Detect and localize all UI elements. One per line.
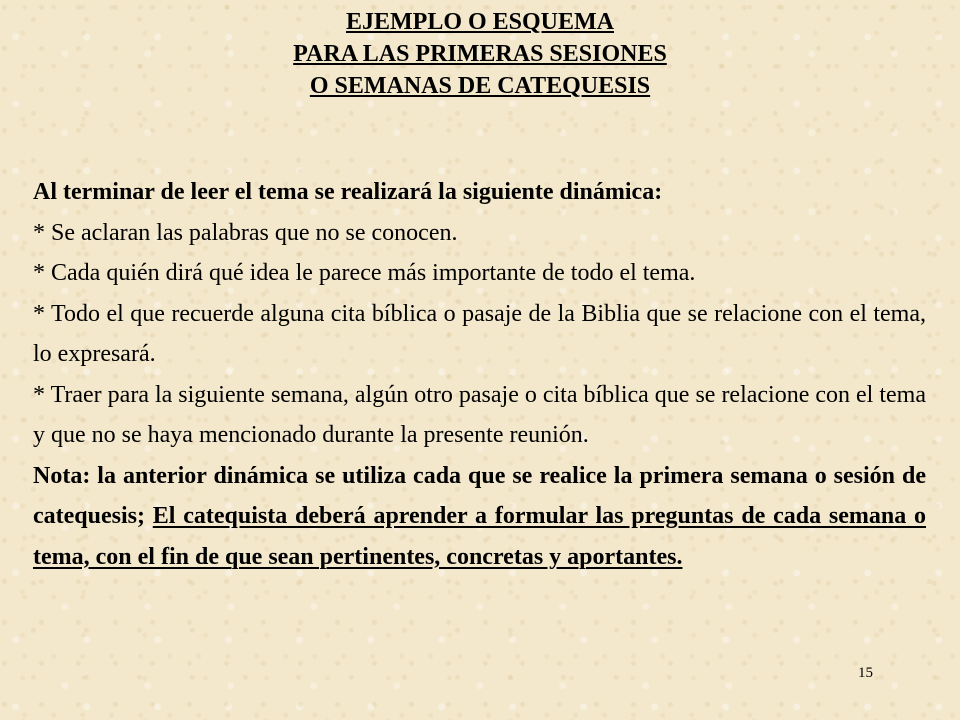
bullet-item: * Todo el que recuerde alguna cita bíblica o pasaje de la Biblia que se relacione con el tema, lo expresará.	[33, 300, 926, 367]
slide-title	[0, 6, 960, 102]
bullet-item: * Se aclaran las palabras que no se conocen.	[33, 219, 458, 246]
page-number: 15	[858, 665, 873, 681]
note-underlined: El catequista deberá aprender a formular las preguntas de cada semana o tema, con el fin de que sean pertinentes, concretas y aportantes.	[33, 503, 927, 570]
note-paragraph	[33, 456, 926, 578]
title-line-3: O SEMANAS DE CATEQUESIS	[309, 73, 651, 99]
bullet-item: * Traer para la siguiente semana, algún otro pasaje o cita bíblica que se relacione con el tema y que no se haya mencionado durante la presente reunión.	[33, 381, 926, 448]
note-intro: Nota: la anterior dinámica se utiliza cada que se realice la primera semana o sesión de catequesis;	[33, 462, 926, 529]
title-line-2: PARA LAS PRIMERAS SESIONES	[293, 41, 667, 67]
title-line-1: EJEMPLO O ESQUEMA	[345, 9, 615, 35]
slide-body	[33, 172, 926, 577]
lead-paragraph: Al terminar de leer el tema se realizará la siguiente dinámica:	[33, 179, 663, 205]
bullet-item: * Cada quién dirá qué idea le parece más importante de todo el tema.	[33, 260, 696, 286]
